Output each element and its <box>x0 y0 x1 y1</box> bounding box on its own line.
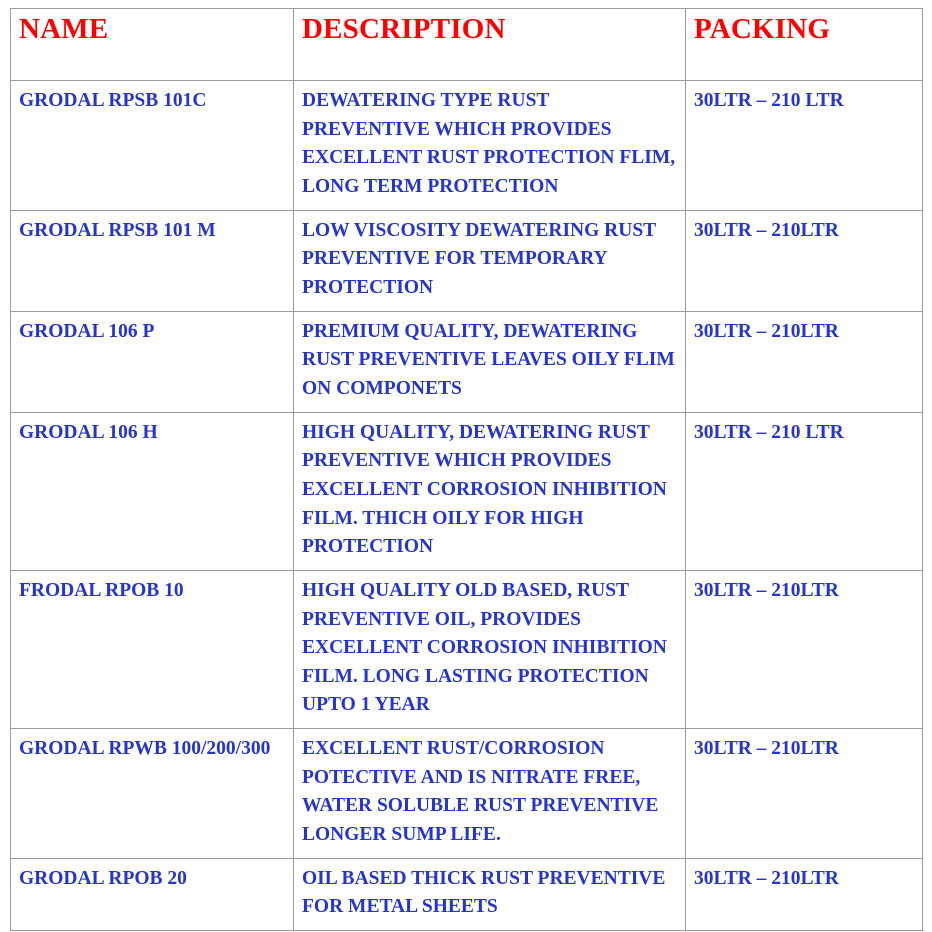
cell-packing: 30LTR – 210LTR <box>686 311 923 412</box>
column-header-packing: PACKING <box>686 9 923 81</box>
table-header-row <box>11 9 923 81</box>
cell-name: GRODAL 106 P <box>11 311 294 412</box>
table-row <box>11 729 923 859</box>
cell-name: GRODAL RPSB 101 M <box>11 210 294 311</box>
cell-description: PREMIUM QUALITY, DEWATERING RUST PREVENTIVE LEAVES OILY FLIM ON COMPONETS <box>294 311 686 412</box>
table-row <box>11 311 923 412</box>
table-header <box>11 9 923 81</box>
cell-packing: 30LTR – 210 LTR <box>686 81 923 211</box>
table-row <box>11 412 923 570</box>
cell-packing: 30LTR – 210LTR <box>686 729 923 859</box>
cell-description: HIGH QUALITY OLD BASED, RUST PREVENTIVE OIL, PROVIDES EXCELLENT CORROSION INHIBITION FILM. LONG LASTING PROTECTION UPTO 1 YEAR <box>294 570 686 728</box>
cell-packing: 30LTR – 210LTR <box>686 858 923 930</box>
cell-name: GRODAL RPWB 100/200/300 <box>11 729 294 859</box>
column-header-name: NAME <box>11 9 294 81</box>
table-row <box>11 858 923 930</box>
cell-name: GRODAL RPSB 101C <box>11 81 294 211</box>
column-header-description: DESCRIPTION <box>294 9 686 81</box>
cell-description: EXCELLENT RUST/CORROSION POTECTIVE AND IS NITRATE FREE, WATER SOLUBLE RUST PREVENTIVE LONGER SUMP LIFE. <box>294 729 686 859</box>
cell-description: OIL BASED THICK RUST PREVENTIVE FOR METAL SHEETS <box>294 858 686 930</box>
product-table <box>10 8 923 931</box>
cell-description: HIGH QUALITY, DEWATERING RUST PREVENTIVE WHICH PROVIDES EXCELLENT CORROSION INHIBITION FILM. THICH OILY FOR HIGH PROTECTION <box>294 412 686 570</box>
cell-packing: 30LTR – 210LTR <box>686 570 923 728</box>
cell-packing: 30LTR – 210 LTR <box>686 412 923 570</box>
cell-description: LOW VISCOSITY DEWATERING RUST PREVENTIVE FOR TEMPORARY PROTECTION <box>294 210 686 311</box>
table-body <box>11 81 923 931</box>
table-row <box>11 210 923 311</box>
table-row <box>11 81 923 211</box>
table-row <box>11 570 923 728</box>
cell-name: FRODAL RPOB 10 <box>11 570 294 728</box>
cell-name: GRODAL RPOB 20 <box>11 858 294 930</box>
cell-name: GRODAL 106 H <box>11 412 294 570</box>
cell-description: DEWATERING TYPE RUST PREVENTIVE WHICH PROVIDES EXCELLENT RUST PROTECTION FLIM, LONG TERM PROTECTION <box>294 81 686 211</box>
cell-packing: 30LTR – 210LTR <box>686 210 923 311</box>
